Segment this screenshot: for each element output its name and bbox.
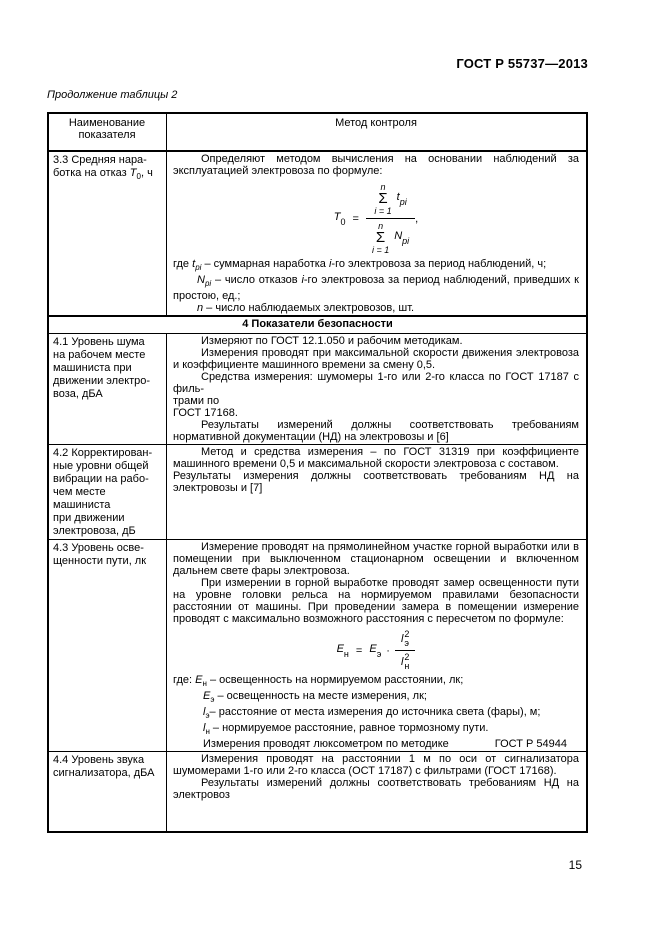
paragraph: Метод и средства измерения – по ГОСТ 31319 при коэффициенте машинного времени 0,5 и максимальной скорости электровоза с составом.: [173, 446, 579, 470]
row-3-3-label: 3.3 Средняя нара- ботка на отказ $Т_0$, ч: [48, 151, 167, 316]
table-continuation-caption: Продолжение таблицы 2: [47, 89, 178, 101]
table-row: [48, 752, 587, 833]
row-3-3-method: [167, 151, 588, 316]
section-header-safety: 4 Показатели безопасности: [48, 316, 587, 334]
table-row: [48, 151, 587, 316]
equals-sign: =: [352, 212, 359, 225]
doc-number: ГОСТ Р 55737—2013: [456, 56, 588, 71]
where-definition: $E_э$ – освещенность на месте измерения, лк;: [203, 690, 427, 704]
paragraph: Измерения проводят при максимальной скорости движения электровоза и коэффициенте машинного времени за смену 0,5.: [173, 347, 579, 371]
fraction: [395, 630, 415, 671]
where-definition: n – число наблюдаемых электровозов, шт.: [197, 302, 415, 314]
equals-sign: =: [355, 644, 363, 657]
row-4-3-label: 4.3 Уровень осве- щенности пути, лк: [48, 540, 167, 752]
fraction: [366, 182, 415, 255]
mtbf-formula: [173, 182, 579, 255]
summation-symbol: n Σ i = 1: [371, 221, 390, 255]
page-number: 15: [568, 858, 582, 872]
table-row: [48, 445, 587, 540]
where-definition: где: $E_н$ – освещенность на нормируемом расстоянии, лк;: [173, 674, 464, 688]
numerator-variable: $t_{pi}$: [396, 191, 407, 207]
summation-symbol: n Σ i = 1: [374, 182, 392, 216]
formula-comma: ,: [415, 212, 419, 225]
row-4-3-method: [167, 540, 588, 752]
table-row: [48, 540, 587, 752]
paragraph: Средства измерения: шумомеры 1-го или 2-го класса по ГОСТ 17187 с филь- трами по ГОСТ 17168.: [173, 371, 579, 419]
fraction-numerator: [368, 182, 412, 218]
row-4-2-method: [167, 445, 588, 540]
fraction-denominator: [366, 218, 415, 255]
fraction-numerator: l 2 э: [400, 629, 410, 648]
where-definition: $l_э-$ расстояние от места измерения до источника света (фары), м;: [203, 706, 541, 720]
column-header-indicator-name: Наименование показателя: [48, 113, 167, 151]
paragraph: При измерении в горной выработке проводят замер освещенности пути на уровне головки рельса на нормируемом правилами безопасности расстоянии от машины. При проведении замера в помещении измерение проводят с максимально возможного расстояния с пересчетом по формуле:: [173, 577, 579, 625]
formula-lhs: $T_0$: [333, 210, 346, 227]
row-4-1-method: [167, 334, 588, 445]
paragraph: Определяют методом вычисления на основании наблюдений за эксплуатацией электровоза по формуле:: [173, 153, 579, 177]
where-definition: где $t_{pi}$ – суммарная наработка i-го электровоза за период наблюдений, ч;: [173, 258, 547, 272]
denominator-variable: $N_{pi}$: [394, 230, 410, 246]
paragraph: Измерения проводят на расстоянии 1 м по оси от сигнализатора шумомерами 1-го или 2-го класса (ОСТ 17187) с фильтрами (ГОСТ 17168).: [173, 753, 579, 777]
multiplication-dot: ·: [386, 644, 390, 657]
control-methods-table: [47, 112, 588, 833]
formula-rhs-coefficient: $E_э$: [369, 642, 382, 659]
row-4-2-label: 4.2 Корректирован- ные уровни общей вибрации на рабо- чем месте машиниста при движении электровоза, дБ: [48, 445, 167, 540]
row-4-4-method: [167, 752, 588, 833]
paragraph: Измеряют по ГОСТ 12.1.050 и рабочим методикам.: [201, 335, 463, 347]
paragraph: Результаты измерения должны соответствовать требованиям НД на электровозы и [7]: [173, 470, 579, 494]
row-4-1-label: 4.1 Уровень шума на рабочем месте машиниста при движении электро- воза, дБА: [48, 334, 167, 445]
where-definition: $l_н$ – нормируемое расстояние, равное тормозному пути.: [203, 722, 489, 736]
table-row: [48, 334, 587, 445]
illumination-formula: [173, 630, 579, 671]
row-4-4-label: 4.4 Уровень звука сигнализатора, дБА: [48, 752, 167, 833]
formula-lhs: $E_н$: [336, 642, 349, 659]
paragraph: Измерение проводят на прямолинейном участке горной выработки или в помещении при выключенном стационарном освещении и включенном дальнем свете фары электровоза.: [173, 541, 579, 577]
section-header-row: [48, 316, 587, 334]
paragraph: Измерения проводят люксометром по методике ГОСТ Р 54944: [203, 738, 567, 750]
where-definition: $N_{pi}$ – число отказов i-го электровоза за период наблюдений, приведших к простою, ед.;: [173, 274, 579, 302]
column-header-control-method: Метод контроля: [167, 113, 588, 151]
fraction-denominator: l 2 н: [395, 650, 415, 671]
paragraph: Результаты измерений должны соответствовать требованиям НД на электровоз: [173, 777, 579, 801]
table-header-row: [48, 113, 587, 151]
paragraph: Результаты измерений должны соответствовать требованиям нормативной документации (НД) на электровозы и [6]: [173, 419, 579, 443]
